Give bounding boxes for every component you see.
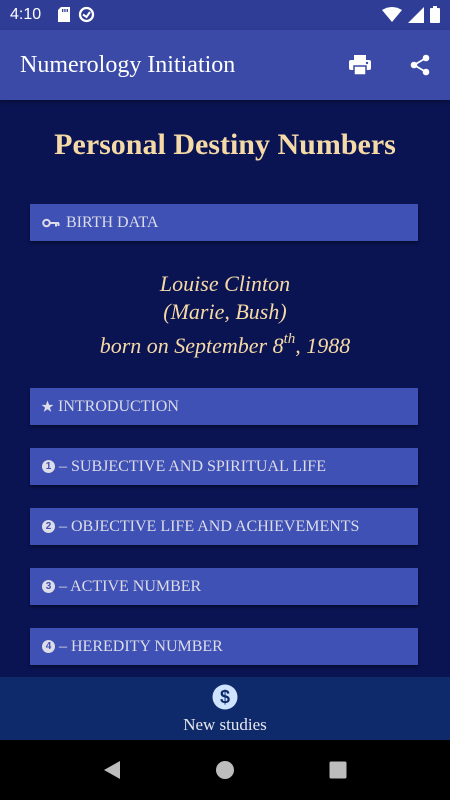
share-icon [410, 54, 430, 76]
app-title: Numerology Initiation [20, 52, 236, 78]
signal-icon [408, 7, 424, 28]
section-introduction[interactable] [30, 388, 418, 425]
person-other-names: (Marie, Bush) [163, 299, 287, 324]
birth-date [0, 332, 450, 360]
recents-button[interactable] [326, 758, 350, 782]
birth-date-prefix: born on September 8 [99, 333, 284, 358]
page-title: Personal Destiny Numbers [54, 128, 396, 161]
back-button[interactable] [100, 758, 124, 782]
recents-icon [328, 760, 348, 780]
bottom-nav [0, 677, 450, 740]
battery-icon [430, 6, 440, 28]
svg-text:$: $ [219, 687, 231, 707]
section-label: – OBJECTIVE LIFE AND ACHIEVEMENTS [59, 517, 360, 535]
home-icon [215, 760, 235, 780]
section-label: – SUBJECTIVE AND SPIRITUAL LIFE [59, 457, 326, 475]
key-icon [42, 218, 60, 228]
content-area[interactable] [0, 100, 450, 677]
section-heredity-number[interactable] [30, 628, 418, 665]
number-badge-4: 4 [42, 640, 55, 653]
new-studies-label[interactable]: New studies [183, 715, 267, 734]
section-objective-life[interactable] [30, 508, 418, 545]
number-badge-1: 1 [42, 460, 55, 473]
number-badge-3: 3 [42, 580, 55, 593]
section-label: INTRODUCTION [58, 397, 179, 415]
status-bar [0, 0, 450, 30]
person-name: Louise Clinton [159, 271, 291, 296]
app-bar [0, 30, 450, 100]
print-button[interactable] [347, 52, 373, 78]
number-badge-2: 2 [42, 520, 55, 533]
birth-date-suffix: , 1988 [295, 333, 351, 358]
section-birth-data[interactable] [30, 204, 418, 241]
birth-info [0, 270, 450, 360]
section-active-number[interactable] [30, 568, 418, 605]
status-time: 4:10 [10, 6, 42, 23]
section-label: – ACTIVE NUMBER [59, 577, 202, 595]
section-label: – HEREDITY NUMBER [59, 637, 223, 655]
system-nav-bar [0, 740, 450, 800]
wifi-icon [382, 7, 402, 28]
dollar-icon [211, 683, 239, 711]
status-left-icons [58, 6, 95, 28]
birth-day-suffix: th [283, 331, 296, 347]
print-icon [349, 55, 371, 75]
back-icon [102, 760, 122, 780]
data-saver-icon [78, 6, 95, 28]
sd-card-icon [58, 7, 70, 27]
home-button[interactable] [213, 758, 237, 782]
section-subjective-life[interactable] [30, 448, 418, 485]
star-icon [41, 400, 54, 413]
section-label: BIRTH DATA [66, 213, 159, 231]
share-button[interactable] [407, 52, 433, 78]
status-right-icons [382, 6, 440, 28]
new-studies-button[interactable] [211, 683, 239, 711]
